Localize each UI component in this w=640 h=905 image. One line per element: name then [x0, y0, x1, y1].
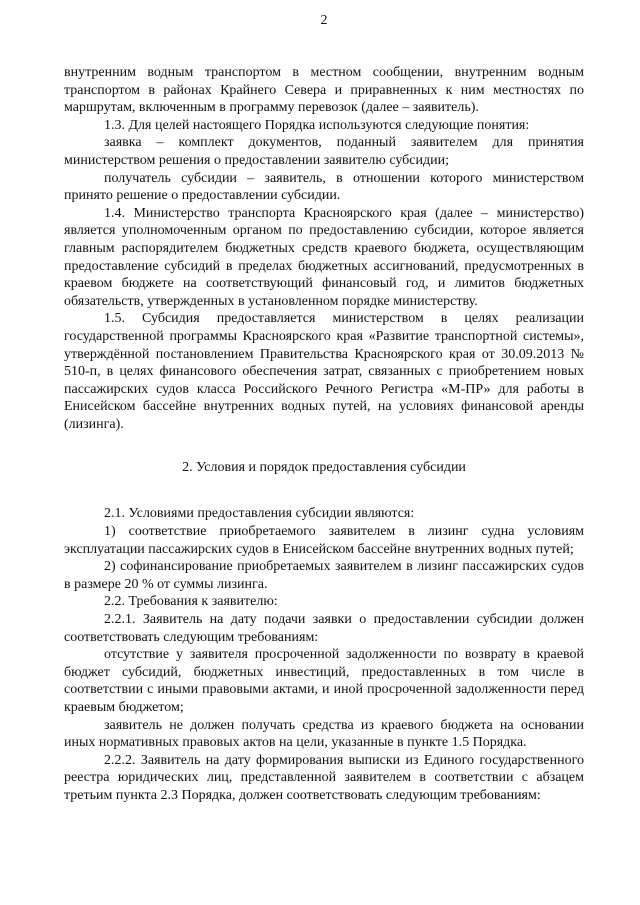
paragraphs-before	[64, 64, 584, 433]
paragraph: отсутствие у заявителя просроченной задолженности по возврату в краевой бюджет субсидий, бюджетных инвестиций, предоставленных в том числе в соответствии с иными правовыми актами, и иной просроченной задолженности перед краевым бюджетом;	[64, 647, 584, 715]
paragraph: 1) соответствие приобретаемого заявителем в лизинг судна условиям эксплуатации пассажирских судов в Енисейском бассейне внутренних водных путей;	[64, 524, 584, 557]
paragraph: 2.1. Условиями предоставления субсидии являются:	[104, 506, 415, 522]
paragraph: 2) софинансирование приобретаемых заявителем в лизинг пассажирских судов в размере 20 % от суммы лизинга.	[64, 559, 584, 592]
paragraphs-after	[64, 505, 584, 804]
paragraph: 1.5. Субсидия предоставляется министерством в целях реализации государственной программы Красноярского края «Развитие транспортной системы», утверждённой постановлением Правительства Красноярского края от 30.09.2013 № 510-п, в целях финансового обеспечения затрат, связанных с приобретением новых пассажирских судов класса Российского Речного Регистра «М-ПР» для работы в Енисейском бассейне внутренних водных путей, на условиях финансовой аренды (лизинга).	[64, 311, 584, 432]
paragraph: 2.2.1. Заявитель на дату подачи заявки о предоставлении субсидии должен соответствовать следующим требованиям:	[64, 612, 584, 645]
paragraph: получатель субсидии – заявитель, в отношении которого министерством принято решение о предоставлении субсидии.	[64, 170, 584, 204]
section-heading: 2. Условия и порядок предоставления субсидии	[182, 460, 466, 476]
paragraph: заявитель не должен получать средства из краевого бюджета на основании иных нормативных правовых актов на цели, указанные в пункте 1.5 Порядка.	[64, 717, 584, 751]
paragraph: внутренним водным транспортом в местном сообщении, внутренним водным транспортом в районах Крайнего Севера и приравненных к ним местностях по маршрутам, включенным в программу перевозок (далее – заявитель).	[64, 65, 584, 116]
paragraph: 1.3. Для целей настоящего Порядка используются следующие понятия:	[104, 117, 530, 133]
paragraph: 2.2. Требования к заявителю:	[104, 594, 278, 610]
page-number: 2	[320, 13, 328, 28]
paragraph: 1.4. Министерство транспорта Красноярского края (далее – министерство) является уполномоченным органом по предоставлению субсидии, которое является главным распорядителем бюджетных средств краевого бюджета, осуществляющим предоставление субсидий в пределах бюджетных ассигнований, предусмотренных в краевом бюджете на соответствующий финансовый год, и лимитов бюджетных обязательств, утвержденных в установленном порядке министерству.	[64, 205, 584, 309]
paragraph: 2.2.2. Заявитель на дату формирования выписки из Единого государственного реестра юридических лиц, представленной заявителем в соответствии с абзацем третьим пункта 2.3 Порядка, должен соответствовать следующим требованиям:	[64, 752, 584, 803]
paragraph: заявка – комплект документов, поданный заявителем для принятия министерством решения о предоставлении заявителю субсидии;	[64, 135, 584, 168]
